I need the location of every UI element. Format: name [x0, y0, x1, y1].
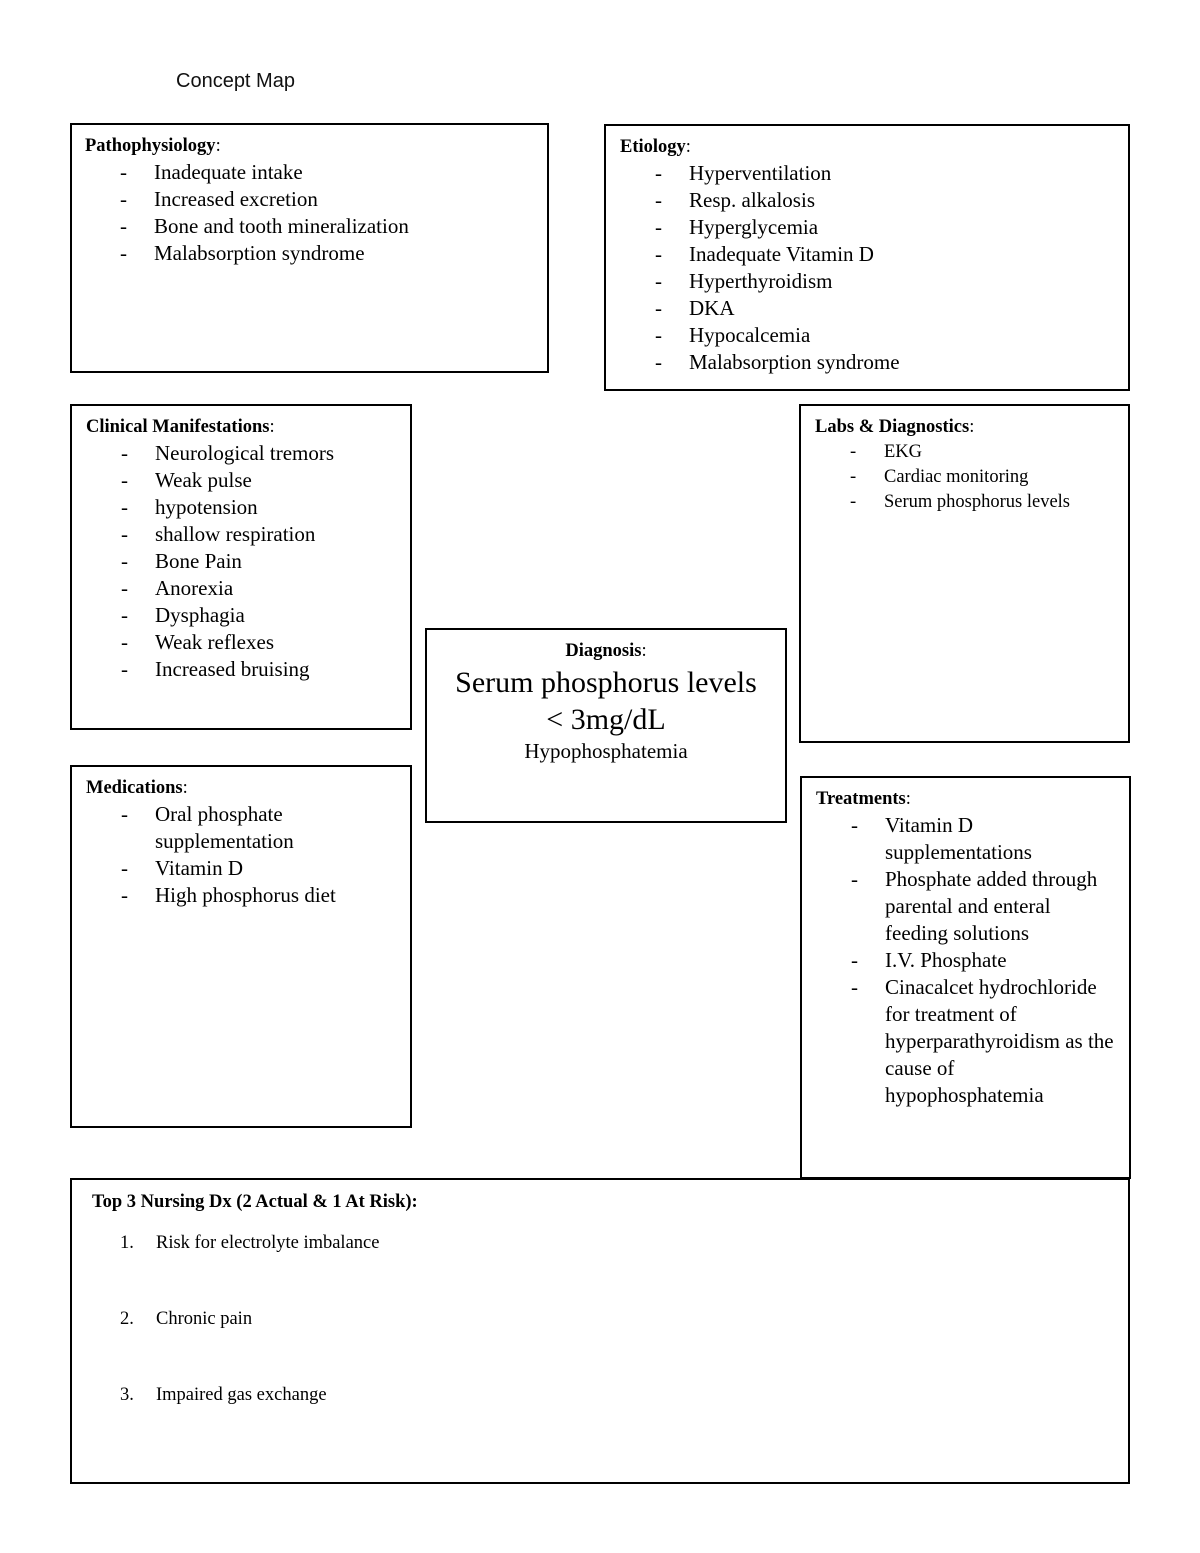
list-item: - Dysphagia [86, 602, 396, 629]
list-number: 2. [120, 1309, 134, 1329]
etiology-list [620, 160, 1114, 376]
list-item: - Anorexia [86, 575, 396, 602]
clinical-manifestations-box [70, 404, 412, 730]
etiology-box [604, 124, 1130, 391]
labs-diagnostics-heading: Labs & Diagnostics: [815, 417, 975, 437]
diagnosis-main-line2: < 3mg/dL [546, 703, 666, 736]
list-item: - Neurological tremors [86, 440, 396, 467]
diagnosis-subtitle: Hypophosphatemia [524, 739, 688, 763]
pathophysiology-list [85, 159, 534, 267]
list-item-text: Chronic pain [156, 1309, 253, 1329]
list-number: 1. [120, 1233, 134, 1253]
list-item: - Hyperventilation [620, 160, 1114, 187]
labs-diagnostics-box [799, 404, 1130, 743]
list-item: - Hyperglycemia [620, 214, 1114, 241]
list-item: - High phosphorus diet [86, 882, 396, 909]
list-item: - Inadequate Vitamin D [620, 241, 1114, 268]
pathophysiology-box [70, 123, 549, 373]
nursing-dx-list [92, 1230, 1108, 1458]
list-item: - Hyperthyroidism [620, 268, 1114, 295]
diagnosis-heading: Diagnosis: [565, 641, 647, 661]
list-item: - Inadequate intake [85, 159, 534, 186]
list-item: - Weak reflexes [86, 629, 396, 656]
etiology-heading: Etiology: [620, 137, 691, 157]
list-item-text: Impaired gas exchange [156, 1385, 327, 1405]
clinical-manifestations-list [86, 440, 396, 683]
list-item: - Cinacalcet hydrochloride for treatment of hyperparathyroidism as the cause of hypophosphatemia [816, 974, 1115, 1109]
medications-box [70, 765, 412, 1128]
treatments-list [816, 812, 1115, 1109]
list-item: - Weak pulse [86, 467, 396, 494]
list-item: - Bone Pain [86, 548, 396, 575]
list-item: - Hypocalcemia [620, 322, 1114, 349]
list-item: - Serum phosphorus levels [815, 490, 1114, 515]
treatments-box [800, 776, 1131, 1179]
list-item [92, 1382, 1108, 1458]
labs-diagnostics-list [815, 440, 1114, 515]
list-item [92, 1306, 1108, 1382]
list-item: - Increased bruising [86, 656, 396, 683]
list-item: - Phosphate added through parental and enteral feeding solutions [816, 866, 1115, 947]
list-item: - Bone and tooth mineralization [85, 213, 534, 240]
list-item: - Resp. alkalosis [620, 187, 1114, 214]
pathophysiology-heading: Pathophysiology: [85, 136, 221, 156]
list-item: - Cardiac monitoring [815, 465, 1114, 490]
list-item: - EKG [815, 440, 1114, 465]
medications-list [86, 801, 396, 909]
nursing-dx-box [70, 1178, 1130, 1484]
list-item: - DKA [620, 295, 1114, 322]
diagnosis-main-line1: Serum phosphorus levels [455, 666, 757, 699]
list-item: - Increased excretion [85, 186, 534, 213]
list-item-text: Risk for electrolyte imbalance [156, 1233, 380, 1253]
treatments-heading: Treatments: [816, 789, 911, 809]
list-item: - Malabsorption syndrome [620, 349, 1114, 376]
list-item: - Vitamin D [86, 855, 396, 882]
list-item: - hypotension [86, 494, 396, 521]
list-item: - Malabsorption syndrome [85, 240, 534, 267]
diagnosis-box [425, 628, 787, 823]
list-item: - shallow respiration [86, 521, 396, 548]
page-title: Concept Map [176, 70, 295, 92]
nursing-dx-heading: Top 3 Nursing Dx (2 Actual & 1 At Risk): [92, 1192, 418, 1212]
clinical-manifestations-heading: Clinical Manifestations: [86, 417, 275, 437]
list-item [92, 1230, 1108, 1306]
list-item: - I.V. Phosphate [816, 947, 1115, 974]
medications-heading: Medications: [86, 778, 188, 798]
list-item: - Oral phosphate supplementation [86, 801, 396, 855]
list-number: 3. [120, 1385, 134, 1405]
list-item: - Vitamin D supplementations [816, 812, 1115, 866]
